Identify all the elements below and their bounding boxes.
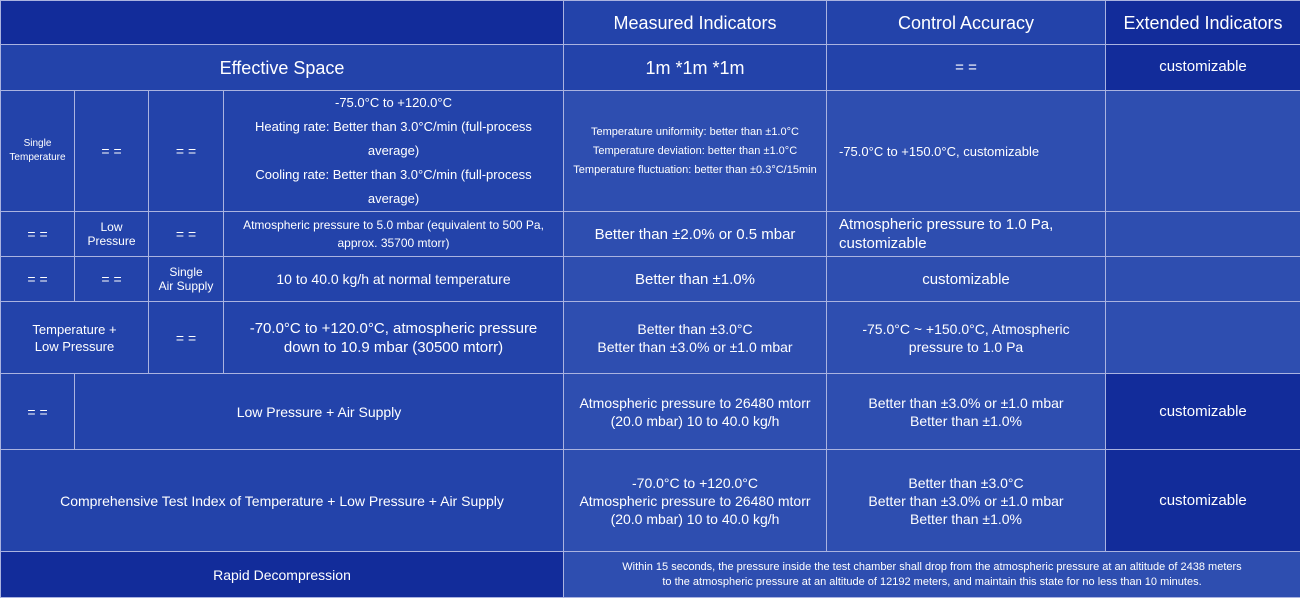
row-temperature-low-pressure <box>1 302 1300 374</box>
single-air-supply-label-line1: Single <box>153 265 219 279</box>
low-pressure-air-control-line2: Better than ±1.0% <box>831 412 1101 430</box>
temp-low-pressure-extended <box>1106 302 1300 374</box>
single-air-supply-label-line2: Air Supply <box>153 279 219 293</box>
temp-low-pressure-label-line1: Temperature + <box>5 321 144 338</box>
single-air-supply-control: customizable <box>827 257 1106 302</box>
low-pressure-air-measured-line1: Atmospheric pressure to 26480 mtorr <box>568 394 822 412</box>
single-temperature-extended <box>1106 91 1300 212</box>
low-pressure-control-line1: Atmospheric pressure to 1.0 Pa, <box>839 215 1101 234</box>
low-pressure-extended <box>1106 212 1300 257</box>
row-single-air-supply <box>1 257 1300 302</box>
comprehensive-measured-line3: (20.0 mbar) 10 to 40.0 kg/h <box>568 510 822 528</box>
single-air-supply-extended <box>1106 257 1300 302</box>
header-extended-indicators: Extended Indicators <box>1106 1 1300 45</box>
comprehensive-control-line2: Better than ±3.0% or ±1.0 mbar <box>831 492 1101 510</box>
comprehensive-extended: customizable <box>1106 450 1300 552</box>
single-air-supply-label <box>149 257 224 302</box>
temp-low-pressure-measured-line1: Better than ±3.0°C <box>568 320 822 338</box>
comprehensive-measured <box>564 450 827 552</box>
low-pressure-air-measured-line2: (20.0 mbar) 10 to 40.0 kg/h <box>568 412 822 430</box>
low-pressure-control <box>827 212 1106 257</box>
single-temperature-col3: = = <box>149 91 224 212</box>
header-control-accuracy: Control Accuracy <box>827 1 1106 45</box>
single-temperature-label-line1: Single <box>5 137 70 151</box>
single-temperature-control: -75.0°C to +150.0°C, customizable <box>827 91 1106 212</box>
rapid-decompression-desc <box>564 552 1300 598</box>
single-temperature-label-line2: Temperature <box>5 151 70 165</box>
row-comprehensive <box>1 450 1300 552</box>
header-measured-indicators: Measured Indicators <box>564 1 827 45</box>
low-pressure-control-line2: customizable <box>839 234 1101 253</box>
temp-low-pressure-spec <box>224 302 564 374</box>
temp-low-pressure-label <box>1 302 149 374</box>
temp-low-pressure-spec-line2: down to 10.9 mbar (30500 mtorr) <box>228 338 559 357</box>
temp-low-pressure-measured-line2: Better than ±3.0% or ±1.0 mbar <box>568 338 822 356</box>
comprehensive-measured-line2: Atmospheric pressure to 26480 mtorr <box>568 492 822 510</box>
low-pressure-air-control <box>827 374 1106 450</box>
comprehensive-measured-line1: -70.0°C to +120.0°C <box>568 474 822 492</box>
effective-space-label: Effective Space <box>1 45 564 91</box>
temp-low-pressure-control <box>827 302 1106 374</box>
single-temperature-measured-line3: Temperature fluctuation: better than ±0.3°C/15min <box>568 161 822 180</box>
temp-low-pressure-col3: = = <box>149 302 224 374</box>
single-temperature-measured <box>564 91 827 212</box>
low-pressure-air-col1: = = <box>1 374 75 450</box>
header-blank-cell <box>1 1 564 45</box>
row-single-temperature <box>1 91 1300 212</box>
effective-space-measured: 1m *1m *1m <box>564 45 827 91</box>
low-pressure-label-line1: Low <box>79 220 144 234</box>
low-pressure-spec-line1: Atmospheric pressure to 5.0 mbar (equivalent to 500 Pa, <box>228 216 559 234</box>
single-temperature-spec <box>224 91 564 212</box>
single-air-supply-spec: 10 to 40.0 kg/h at normal temperature <box>224 257 564 302</box>
low-pressure-spec-line2: approx. 35700 mtorr) <box>228 234 559 252</box>
low-pressure-air-control-line1: Better than ±3.0% or ±1.0 mbar <box>831 394 1101 412</box>
single-air-supply-measured: Better than ±1.0% <box>564 257 827 302</box>
temp-low-pressure-control-line2: pressure to 1.0 Pa <box>831 338 1101 356</box>
low-pressure-air-measured <box>564 374 827 450</box>
single-temperature-spec-line2: Heating rate: Better than 3.0°C/min (full-process average) <box>228 115 559 163</box>
row-effective-space <box>1 45 1300 91</box>
comprehensive-control-line3: Better than ±1.0% <box>831 510 1101 528</box>
single-temperature-label <box>1 91 75 212</box>
single-temperature-measured-line1: Temperature uniformity: better than ±1.0°C <box>568 123 822 142</box>
header-row <box>1 1 1300 45</box>
rapid-decompression-desc-line2: to the atmospheric pressure at an altitude of 12192 meters, and maintain this state for no less than 10 minutes. <box>568 575 1296 590</box>
comprehensive-control <box>827 450 1106 552</box>
effective-space-extended: customizable <box>1106 45 1300 91</box>
low-pressure-measured: Better than ±2.0% or 0.5 mbar <box>564 212 827 257</box>
single-air-supply-col1: = = <box>1 257 75 302</box>
comprehensive-control-line1: Better than ±3.0°C <box>831 474 1101 492</box>
row-rapid-decompression <box>1 552 1300 598</box>
low-pressure-col3: = = <box>149 212 224 257</box>
temp-low-pressure-measured <box>564 302 827 374</box>
low-pressure-air-extended: customizable <box>1106 374 1300 450</box>
temp-low-pressure-control-line1: -75.0°C ~ +150.0°C, Atmospheric <box>831 320 1101 338</box>
single-temperature-measured-line2: Temperature deviation: better than ±1.0°C <box>568 142 822 161</box>
low-pressure-col1: = = <box>1 212 75 257</box>
single-air-supply-col2: = = <box>75 257 149 302</box>
single-temperature-spec-line3: Cooling rate: Better than 3.0°C/min (full-process average) <box>228 163 559 211</box>
comprehensive-label: Comprehensive Test Index of Temperature + Low Pressure + Air Supply <box>1 450 564 552</box>
row-low-pressure-air-supply <box>1 374 1300 450</box>
effective-space-control: = = <box>827 45 1106 91</box>
low-pressure-label-line2: Pressure <box>79 234 144 248</box>
low-pressure-label <box>75 212 149 257</box>
temp-low-pressure-spec-line1: -70.0°C to +120.0°C, atmospheric pressure <box>228 319 559 338</box>
low-pressure-air-label: Low Pressure + Air Supply <box>75 374 564 450</box>
rapid-decompression-label: Rapid Decompression <box>1 552 564 598</box>
temp-low-pressure-label-line2: Low Pressure <box>5 338 144 355</box>
rapid-decompression-desc-line1: Within 15 seconds, the pressure inside the test chamber shall drop from the atmospheric pressure at an altitude of 2438 meters <box>568 560 1296 575</box>
single-temperature-spec-line1: -75.0°C to +120.0°C <box>228 91 559 115</box>
row-low-pressure <box>1 212 1300 257</box>
single-temperature-col2: = = <box>75 91 149 212</box>
low-pressure-spec <box>224 212 564 257</box>
